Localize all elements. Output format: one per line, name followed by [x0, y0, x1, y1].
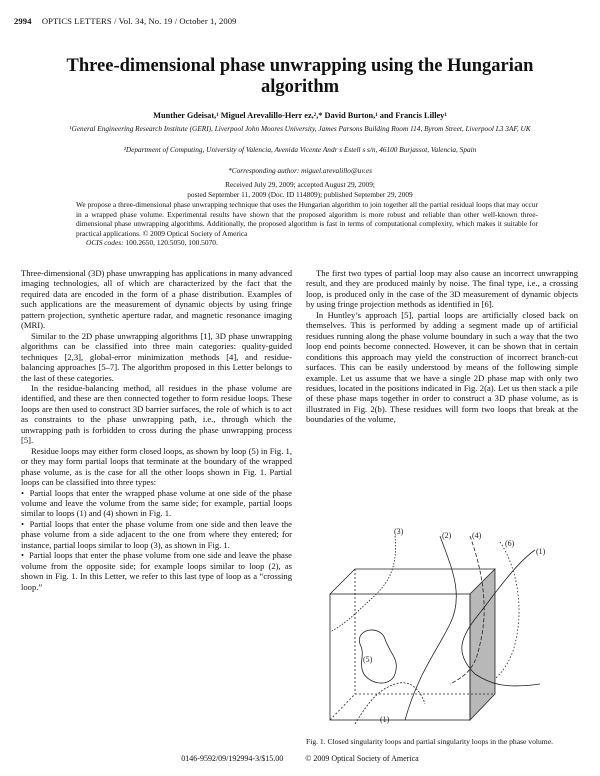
loop-label-4: (4) — [472, 531, 482, 540]
abstract — [76, 200, 538, 248]
loop-label-1-lower: (1) — [380, 715, 390, 724]
loop-label-3: (3) — [394, 527, 404, 536]
loop-label-1: (1) — [536, 547, 546, 556]
affiliation-2: ²Department of Computing, University of Valencia, Avenida Vicente Andr s Estell s s/n, 46100 Burjassot, Valencia, Spain — [123, 145, 477, 154]
received-line-1: Received July 29, 2009; accepted August 29, 2009; — [225, 180, 375, 189]
body-paragraph: Residue loops may either form closed loops, as shown by loop (5) in Fig. 1, or they may form partial loops that terminate at the boundary of the wrapped phase volume, as is the case for all the other loops shown in Fig. 1. Partial loops can be classified into three types: — [21, 445, 292, 488]
body-paragraph: The first two types of partial loop may also cause an incorrect unwrapping result, and they are produced mainly by noise. The final type, i.e., a crossing loop, is produced only in the case of the 3D measurement of dynamic objects by using fringe projection methods as identified in [6]. — [306, 268, 578, 310]
body-paragraph: Similar to the 2D phase unwrapping algorithms [1], 3D phase unwrapping algorithms can be classified into three main categories: quality-guided techniques [2,3], global-error minimization methods [4], and residue-balancing approaches [5–7]. The algorithm proposed in this Letter belongs to the last of these categories. — [21, 330, 292, 383]
received-line-2: posted September 11, 2009 (Doc. ID 114809); published September 29, 2009 — [187, 189, 413, 199]
loop-label-5: (5) — [363, 655, 373, 664]
page-number: 2994 — [14, 16, 32, 26]
body-paragraph: In the residue-balancing method, all residues in the phase volume are identified, and these are then connected together to form residue loops. These loops are then used to construct 3D barrier surfaces, the role of which is to act as constraints to the phase unwrapping path, i.e., through which the unwrapping path is forbidden to cross during the phase unwrapping process [5]. — [21, 382, 292, 446]
running-header — [14, 16, 237, 26]
box-front-face — [330, 594, 470, 720]
bullet-item: • Partial loops that enter the wrapped phase volume at one side of the phase volume and leave the volume from the same side; for example, partial loops similar to loops (1) and (4) shown in Fig. 1. — [21, 488, 292, 519]
ocis-code-list: 100.2650, 120.5050, 100.5070. — [125, 238, 218, 247]
figure-1-caption: Fig. 1. Closed singularity loops and partial singularity loops in the phase volume. — [306, 737, 553, 746]
box-right-face — [470, 569, 495, 720]
author-list: Munther Gdeisat,¹ Miguel Arevalillo-Herr ez,²,* David Burton,¹ and Francis Lilley¹ — [153, 111, 447, 120]
right-column — [306, 268, 578, 425]
loop-label-6: (6) — [505, 539, 515, 548]
page-footer — [0, 754, 600, 763]
corresponding-author: *Corresponding author: miguel.arevalillo@uv.es — [228, 166, 372, 175]
box-bottom-left-edge — [330, 694, 355, 720]
journal-citation: OPTICS LETTERS / Vol. 34, No. 19 / October 1, 2009 — [41, 16, 237, 26]
affiliation-1: ¹General Engineering Research Institute (GERI), Liverpool John Moores University, James Parsons Building Room 114, Byrom Street, Liverpool L3 3AF, UK — [69, 124, 531, 133]
figure-1-diagram — [300, 524, 590, 724]
abstract-text: We propose a three-dimensional phase unwrapping technique that uses the Hungarian algorithm to join together all the partial residual loops that may occur in a wrapped phase volume. Experimental results have shown that the proposed algorithm is more robust and reliable than other well-known three-dimensional phase unwrapping algorithms. Additionally, the proposed algorithm is fast in terms of computational complexity, which makes it suitable for practical applications. © 2009 Optical Society of America — [76, 200, 538, 238]
ocis-codes — [76, 238, 538, 248]
loop-label-2: (2) — [442, 531, 452, 540]
copyright-notice: © 2009 Optical Society of America — [305, 754, 419, 763]
received-dates — [40, 180, 560, 199]
bullet-item: • Partial loops that enter the phase volume from one side and then leave the phase volume from a side adjacent to the one from where they entered; for instance, partial loops similar to loop (3), as shown in Fig. 1. — [21, 519, 292, 550]
left-column — [21, 268, 292, 592]
ocis-label: OCIS codes: — [86, 238, 124, 247]
body-paragraph: In Huntley’s approach [5], partial loops are artificially closed back on themselves. This is performed by adding a segment made up of artificial residues running along the phase volume boundary in such a way that the two loop end points become connected. However, it can be shown that in certain conditions this approach may yield the construction of incorrect branch-cut surfaces. This can be easily understood by means of the following simple example. Let us assume that we have a single 2D phase map with only two residues, located in the positions indicated in Fig. 2(a). Let us then stack a pile of these phase maps together in order to construct a 3D phase volume, as is illustrated in Fig. 2(b). These residues will form two loops that break at the boundaries of the volume, — [306, 309, 578, 425]
body-paragraph: Three-dimensional (3D) phase unwrapping has applications in many advanced imaging technologies, all of which are characterized by the fact that the required data are encoded in the form of a phase distribution. Examples of such applications are the measurement of dynamic objects by using fringe pattern projection, synthetic aperture radar, and magnetic resonance imaging (MRI). — [21, 268, 292, 331]
box-top-left-edge — [330, 569, 355, 594]
loop-1-lower-curve — [355, 683, 425, 724]
issn-code: 0146-9592/09/192994-3/$15.00 — [181, 754, 284, 763]
bullet-item: • Partial loops that enter the phase volume from one side and leave the phase volume from the opposite side; for example loops similar to loop (2), as shown in Fig. 1. In this Letter, we refer to this last type of loop as a “crossing loop.” — [21, 550, 292, 592]
loop-2-curve — [405, 536, 456, 720]
loop-6-curve — [495, 542, 519, 679]
article-title: Three-dimensional phase unwrapping using the Hungarian algorithm — [66, 56, 534, 97]
